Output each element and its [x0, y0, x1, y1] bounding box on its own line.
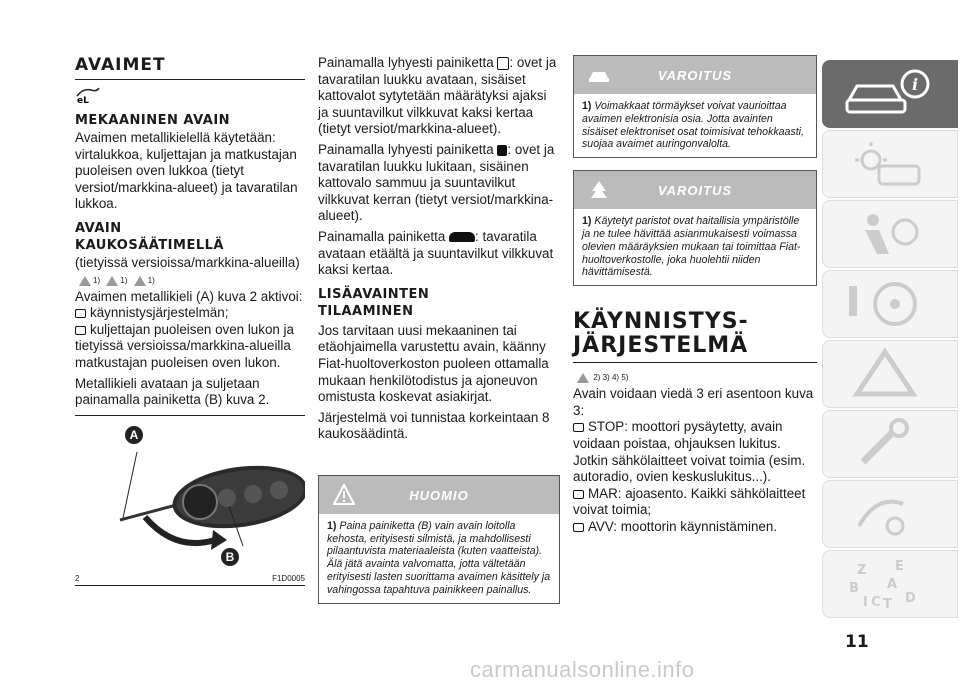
index-letter: C: [871, 595, 881, 610]
page-title: AVAIMET: [75, 55, 305, 80]
mechanical-key-text: Avaimen metallikielellä käytetään: virtalukkoa, kuljettajan ja matkustajan puoleisen oven lukkoa (tietyt versiot/markkina-alueet) ja tavaratilan lukkoa.: [75, 130, 298, 212]
tab-dashboard-lights[interactable]: [822, 130, 958, 198]
section-title-mechanical-key: MEKAANINEN AVAIN: [75, 113, 231, 128]
trunk-button-icon: [449, 232, 475, 242]
section-title-remote-key-l1: AVAIN: [75, 220, 122, 236]
tab-emergency[interactable]: [822, 340, 958, 408]
index-letter: E: [895, 559, 904, 574]
svg-text:i: i: [912, 75, 919, 94]
bullet-item: MAR: ajoasento. Kaikki sähkölaitteet voivat toimia;: [573, 485, 806, 518]
note-body: 1) Paina painiketta (B) vain avain loitolla kehosta, erityisesti silmistä, ja mahdollisesti pilaantuvista materiaaleista (kuten vaatteista). Älä jätä avainta valvomatta, jotta vältetään erityisesti lasten suorittama avaimen käsittely ja vahingossa tapahtuva painikkeen painallus.: [327, 519, 551, 596]
warning-box-1: [573, 55, 817, 158]
column-2: [318, 55, 560, 604]
bullet-item: käynnistysjärjestelmän;: [75, 305, 305, 322]
index-letter: I: [863, 595, 868, 610]
index-letter: A: [887, 577, 898, 592]
column-3: [573, 55, 817, 536]
tab-index[interactable]: [822, 550, 958, 618]
airbag-seat-icon: [843, 206, 933, 262]
section-title-ignition-l2: JÄRJESTELMÄ: [573, 334, 817, 363]
tab-driving[interactable]: [822, 270, 958, 338]
trunk-para: Painamalla painiketta : tavaratila avataan etäältä ja suuntavilkut vilkkuvat kaksi kertaa.: [318, 228, 554, 278]
index-letter: Z: [857, 563, 867, 578]
figure-caption: [75, 574, 305, 583]
section-title-extra-keys-l1: LISÄAVAINTEN: [318, 286, 430, 302]
eco-icon: [75, 86, 305, 109]
warning-body: 1) Käytetyt paristot ovat haitallisia ympäristölle ja ne tulee hävittää asianmukaisesti voimassa olevien määräyksien mukaan tai toimittaa Fiat-huoltoverkostolle, joka huolehtii niiden hävittämisestä.: [582, 215, 801, 279]
key-blade-para: Avaimen metallikieli (A) kuva 2 aktivoi:: [75, 288, 303, 304]
figure-code: F1D0005: [272, 573, 305, 583]
section-title-ignition-l1: KÄYNNISTYS-: [573, 309, 749, 335]
bullet-item: AVV: moottorin käynnistäminen.: [573, 519, 817, 536]
warning-title: VAROITUS: [657, 68, 733, 83]
wrench-icon: [843, 416, 933, 472]
note-header: [319, 476, 559, 514]
warning-triangle-icon: [843, 346, 933, 402]
section-title-remote-key-l2: KAUKOSÄÄTIMELLÄ: [75, 237, 224, 253]
key-positions-para: Avain voidaan viedä 3 eri asentoon kuva 3:: [573, 386, 814, 418]
warning-icon: [134, 276, 146, 286]
extra-keys-text: Jos tarvitaan uusi mekaaninen tai etäohjaimella varustettu avain, käänny Fiat-huoltoverkoston puoleen ottamalla mukaan henkilötodistus ja ajoneuvon omistusta koskevat asiakirjat.: [318, 322, 549, 405]
warning-header: [574, 56, 816, 94]
media-icon: [843, 486, 933, 542]
unlock-para: Painamalla lyhyesti painiketta : ovet ja tavaratilan luukku avataan, sisäiset kattovalot sytytetään määrätyksi ajaksi ja suuntavilkut vilkkuvat kaksi kertaa (tietyt versiot/markkina-alueet).: [318, 55, 557, 137]
svg-text:eL: eL: [77, 96, 89, 104]
remote-key-intro: (tietyissä versioissa/markkina-alueilla): [75, 254, 300, 270]
key-blade-para-2: Metallikieli avataan ja suljetaan painamalla painiketta (B) kuva 2.: [75, 375, 270, 408]
steering-wheel-icon: [843, 276, 933, 332]
note-title: HUOMIO: [409, 487, 469, 503]
index-letter: T: [883, 597, 892, 612]
column-1: [75, 55, 305, 592]
warning-body: 1) Voimakkaat törmäykset voivat vaurioittaa avaimen elektronisia osia. Jotta avainten sisäiset elektroniset osat toimisivat tehokkaasti, suojaa avaimet auringonvalolta.: [582, 100, 804, 151]
warning-icon: [79, 276, 91, 286]
tab-maintenance[interactable]: [822, 410, 958, 478]
section-title-extra-keys-l2: TILAAMINEN: [318, 303, 414, 319]
watermark: carmanualsonline.info: [470, 657, 695, 682]
car-info-icon: [843, 66, 933, 122]
lock-button-icon: [497, 145, 507, 156]
warning-icon: [577, 373, 589, 383]
bullet-item: kuljettajan puoleisen oven lukon ja tietyissä versioissa/markkina-alueilla matkustajan puoleisen oven lukon.: [75, 321, 294, 370]
alphabet-index-icon: [843, 556, 933, 612]
label-a: A: [125, 426, 143, 444]
divider: [75, 585, 305, 586]
warning-box-2: [573, 170, 817, 286]
index-letter: D: [905, 591, 916, 606]
figure-number: 2: [75, 573, 80, 583]
warning-title: VAROITUS: [657, 183, 733, 199]
divider: [75, 415, 305, 416]
warning-refs: 2) 3) 4) 5): [573, 373, 817, 383]
tab-car-info[interactable]: [822, 60, 958, 128]
label-b: B: [221, 548, 239, 566]
warning-header: [574, 171, 816, 209]
max-remotes-text: Järjestelmä voi tunnistaa korkeintaan 8 kaukosäädintä.: [318, 409, 550, 442]
lock-para: Painamalla lyhyesti painiketta : ovet ja tavaratilan luukku lukitaan, sisäinen kattovalo sammuu ja suuntavilkut vilkkuvat kerran (tietyt versiot/markkina-alueet).: [318, 141, 555, 224]
warning-refs: 1) 1) 1): [75, 276, 305, 286]
unlock-button-icon: [497, 57, 509, 70]
dashboard-lights-icon: [843, 136, 933, 192]
bullet-item: STOP: moottori pysäytetty, avain voidaan poistaa, ohjauksen lukitus. Jotkin sähkölaitteet voivat toimia (esim. autoradio, ovien keskuslukitus...).: [573, 419, 806, 485]
note-box: [318, 475, 560, 604]
tab-safety[interactable]: [822, 200, 958, 268]
chapter-tabs: [822, 60, 958, 620]
tab-multimedia[interactable]: [822, 480, 958, 548]
index-letter: B: [849, 581, 859, 596]
page-number: 11: [845, 632, 869, 652]
warning-icon: [106, 276, 118, 286]
key-figure: [75, 422, 305, 572]
